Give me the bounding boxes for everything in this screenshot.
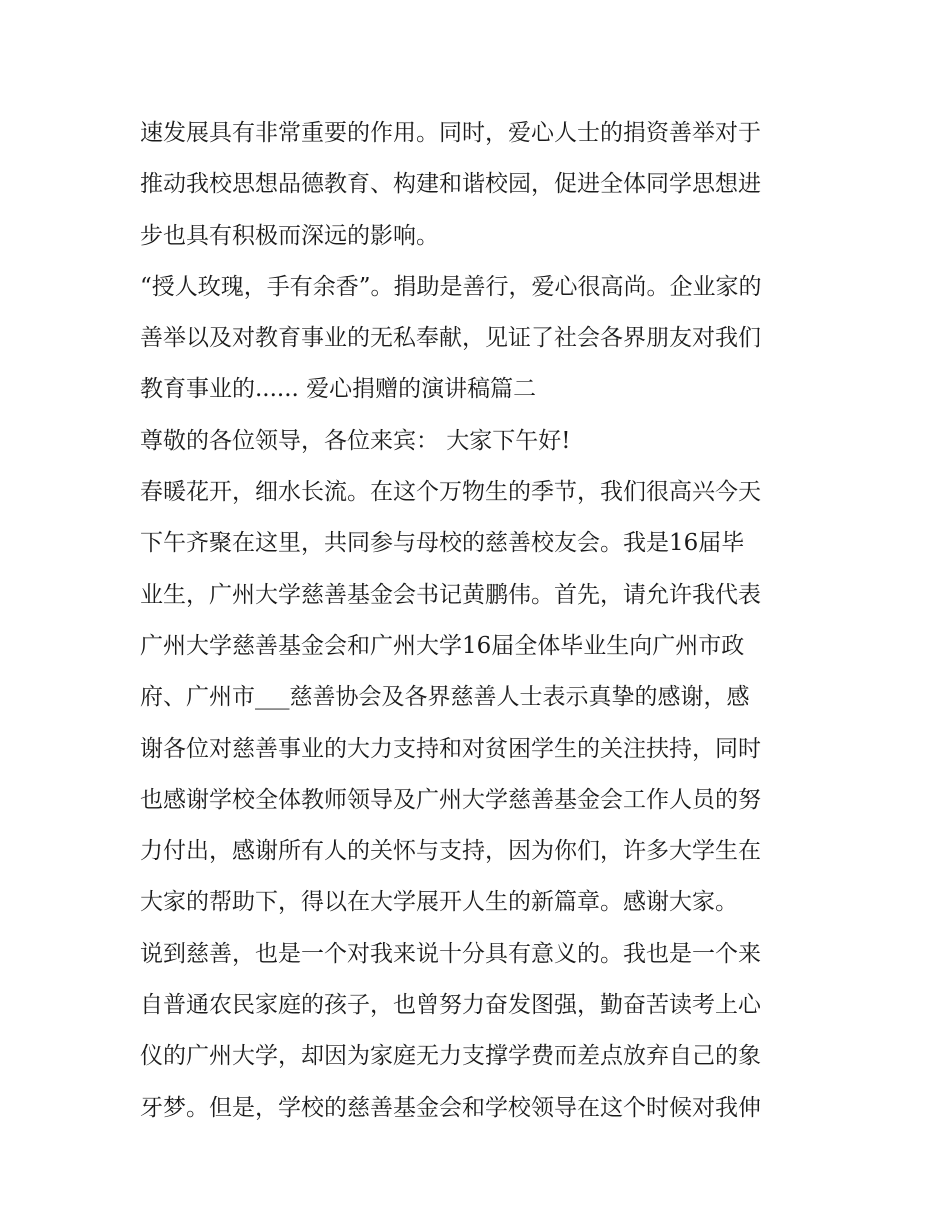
text-line-8: 春暖花开，细水长流。在这个万物生的季节，我们很高兴今天: [140, 479, 761, 506]
text-line-10: 业生，广州大学慈善基金会书记黄鹏伟。首先，请允许我代表: [140, 581, 761, 608]
text-line-20: 牙梦。但是，学校的慈善基金会和学校领导在这个时候对我伸: [140, 1094, 761, 1121]
text-line-1: 速发展具有非常重要的作用。同时，爱心人士的捐资善举对于: [140, 120, 761, 146]
text-line-5: 善举以及对教育事业的无私奉献，见证了社会各界朋友对我们: [140, 325, 761, 352]
text-line-16: 大家的帮助下，得以在大学展开人生的新篇章。感谢大家。: [140, 889, 738, 916]
document-page: [140, 108, 812, 1134]
text-line-17: 说到慈善，也是一个对我来说十分具有意义的。我也是一个来: [140, 940, 761, 967]
text-line-3: 步也具有积极而深远的影响。: [140, 222, 439, 249]
text-line-14: 也感谢学校全体教师领导及广州大学慈善基金会工作人员的努: [140, 786, 761, 813]
text-line-13: 谢各位对慈善事业的大力支持和对贫困学生的关注扶持，同时: [140, 735, 761, 762]
text-line-18: 自普通农民家庭的孩子，也曾努力奋发图强，勤奋苦读考上心: [140, 992, 761, 1019]
text-line-4: “授人玫瑰，手有余香”。捐助是善行，爱心很高尚。企业家的: [140, 273, 762, 300]
text-line-19: 仪的广州大学，却因为家庭无力支撑学费而差点放弃自己的象: [140, 1043, 761, 1070]
text-line-7: 尊敬的各位领导，各位来宾： 大家下午好!: [140, 427, 571, 454]
text-line-2: 推动我校思想品德教育、构建和谐校园，促进全体同学思想进: [140, 171, 761, 198]
text-line-9: 下午齐聚在这里，共同参与母校的慈善校友会。我是16届毕: [140, 530, 745, 557]
text-line-12: 府、广州市___慈善协会及各界慈善人士表示真挚的感谢，感: [140, 684, 750, 711]
text-line-11: 广州大学慈善基金会和广州大学16届全体毕业生向广州市政: [140, 632, 745, 659]
text-line-15: 力付出，感谢所有人的关怀与支持，因为你们，许多大学生在: [140, 838, 761, 865]
text-line-6: 教育事业的...... 爱心捐赠的演讲稿篇二: [140, 376, 537, 403]
